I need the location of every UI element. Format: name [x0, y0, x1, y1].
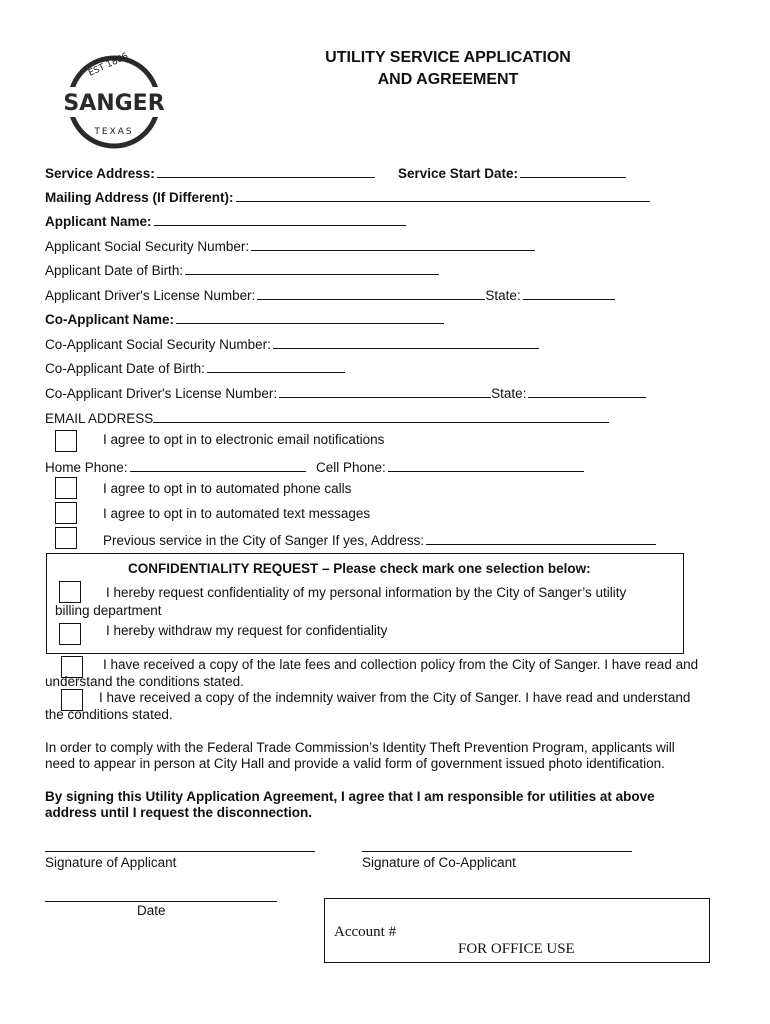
coapplicant-dob-row: [45, 358, 345, 376]
email-row: [45, 408, 609, 426]
service-start-field[interactable]: [520, 163, 626, 178]
page-title: [298, 47, 598, 91]
service-start-row: [398, 163, 626, 181]
applicant-name-label: Applicant Name:: [45, 214, 152, 229]
service-address-label: Service Address:: [45, 166, 155, 181]
mailing-address-row: [45, 187, 650, 205]
account-number-label: Account #: [334, 924, 397, 940]
coapplicant-name-field[interactable]: [176, 309, 444, 324]
applicant-signature-line[interactable]: [45, 851, 315, 852]
applicant-dob-row: [45, 260, 439, 278]
mailing-address-field[interactable]: [236, 187, 650, 202]
applicant-state-label: State:: [485, 288, 521, 303]
applicant-dl-field[interactable]: [257, 285, 485, 300]
coapplicant-ssn-row: [45, 334, 539, 352]
signing-statement: By signing this Utility Application Agreement, I agree that I am responsible for utilities at above address until I request the disconnection.: [45, 789, 655, 820]
home-phone-field[interactable]: [130, 457, 306, 472]
confidentiality-request-line2: billing department: [55, 603, 162, 618]
coapplicant-dob-label: Co-Applicant Date of Birth:: [45, 361, 205, 376]
texts-optin-label: I agree to opt in to automated text messages: [103, 506, 371, 521]
email-optin-checkbox[interactable]: [55, 430, 77, 452]
indemnity-line2: the conditions stated.: [45, 707, 173, 722]
email-label: EMAIL ADDRESS: [45, 411, 154, 426]
late-fees-line2: understand the conditions stated.: [45, 674, 244, 689]
cell-phone-field[interactable]: [388, 457, 584, 472]
applicant-ssn-field[interactable]: [251, 236, 535, 251]
coapplicant-ssn-field[interactable]: [273, 334, 539, 349]
email-optin-label: I agree to opt in to electronic email notifications: [103, 432, 385, 447]
confidentiality-request-checkbox[interactable]: [59, 581, 81, 603]
previous-service-label: Previous service in the City of Sanger If yes, Address:: [103, 533, 425, 548]
applicant-state-field[interactable]: [523, 285, 615, 300]
title-line-2: AND AGREEMENT: [377, 71, 519, 88]
previous-service-row: [103, 530, 656, 548]
applicant-dl-row: [45, 285, 615, 303]
applicant-signature-label: Signature of Applicant: [45, 855, 177, 870]
date-line[interactable]: [45, 901, 277, 902]
coapplicant-name-row: [45, 309, 444, 327]
office-use-label: FOR OFFICE USE: [458, 941, 575, 957]
coapplicant-name-label: Co-Applicant Name:: [45, 312, 175, 327]
previous-service-checkbox[interactable]: [55, 527, 77, 549]
applicant-dob-label: Applicant Date of Birth:: [45, 263, 184, 278]
indemnity-line1: I have received a copy of the indemnity waiver from the City of Sanger. I have read and understand: [99, 690, 691, 705]
coapplicant-signature-line[interactable]: [362, 851, 632, 852]
confidentiality-header: CONFIDENTIALITY REQUEST – Please check mark one selection below:: [128, 561, 591, 576]
cell-phone-label: Cell Phone:: [316, 460, 386, 475]
applicant-name-field[interactable]: [154, 211, 406, 226]
coapplicant-state-label: State:: [491, 386, 527, 401]
coapplicant-dl-row: [45, 383, 646, 401]
service-address-field[interactable]: [157, 163, 375, 178]
email-field[interactable]: [153, 408, 609, 423]
confidentiality-withdraw-label: I hereby withdraw my request for confidentiality: [106, 623, 388, 638]
home-phone-row: [45, 457, 306, 475]
coapplicant-dl-label: Co-Applicant Driver's License Number:: [45, 386, 278, 401]
date-label: Date: [137, 903, 166, 918]
applicant-name-row: [45, 211, 406, 229]
title-line-1: UTILITY SERVICE APPLICATION: [325, 49, 571, 66]
home-phone-label: Home Phone:: [45, 460, 128, 475]
cell-phone-row: [316, 457, 584, 475]
coapplicant-state-field[interactable]: [528, 383, 646, 398]
sanger-logo: [62, 50, 166, 154]
calls-optin-label: I agree to opt in to automated phone calls: [103, 481, 352, 496]
coapplicant-ssn-label: Co-Applicant Social Security Number:: [45, 337, 271, 352]
logo-seal-icon: [62, 50, 166, 154]
texts-optin-checkbox[interactable]: [55, 502, 77, 524]
service-start-label: Service Start Date:: [398, 166, 519, 181]
applicant-dl-label: Applicant Driver's License Number:: [45, 288, 256, 303]
mailing-address-label: Mailing Address (If Different):: [45, 190, 234, 205]
applicant-ssn-row: [45, 236, 535, 254]
coapplicant-dob-field[interactable]: [207, 358, 345, 373]
coapplicant-signature-label: Signature of Co-Applicant: [362, 855, 516, 870]
applicant-dob-field[interactable]: [185, 260, 439, 275]
late-fees-line1: I have received a copy of the late fees and collection policy from the City of Sanger. I have read and: [103, 657, 699, 672]
calls-optin-checkbox[interactable]: [55, 477, 77, 499]
ftc-notice: In order to comply with the Federal Trade Commission’s Identity Theft Prevention Program, applicants will need to appear in person at City Hall and provide a valid form of government issued photo identification.: [45, 740, 675, 771]
service-address-row: [45, 163, 375, 181]
logo-est-text: EST 1886: [87, 51, 130, 79]
logo-name-text: SANGER: [63, 91, 165, 116]
confidentiality-withdraw-checkbox[interactable]: [59, 623, 81, 645]
confidentiality-request-line1: I hereby request confidentiality of my personal information by the City of Sanger’s utility: [106, 585, 627, 600]
logo-texas-text: TEXAS: [94, 127, 134, 137]
coapplicant-dl-field[interactable]: [279, 383, 491, 398]
previous-service-address-field[interactable]: [426, 530, 656, 545]
applicant-ssn-label: Applicant Social Security Number:: [45, 239, 250, 254]
